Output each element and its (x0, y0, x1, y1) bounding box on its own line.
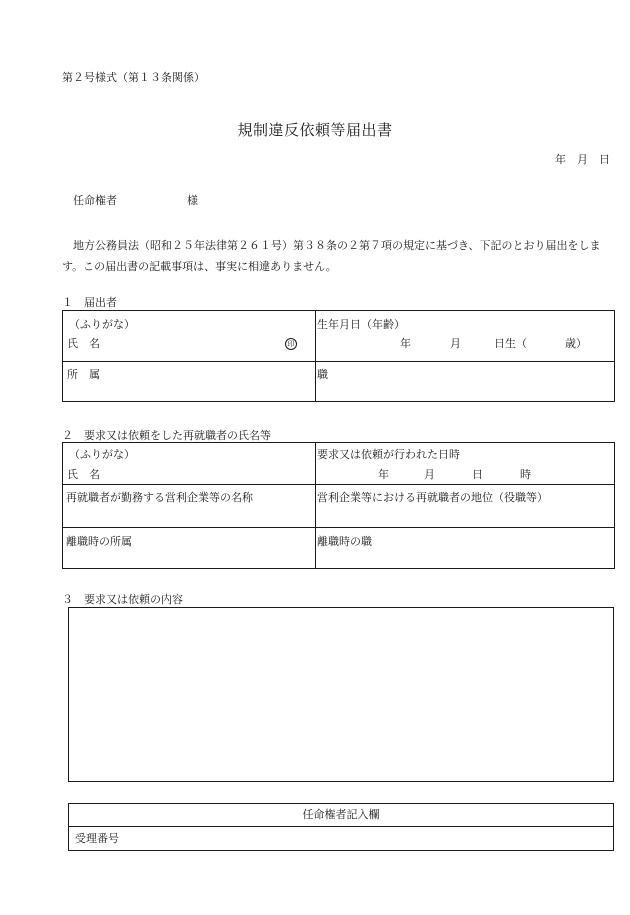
receipt-number-label: 受理番号 (75, 832, 119, 845)
receipt-number-field[interactable] (69, 827, 613, 851)
applicant-position-cell[interactable] (316, 362, 615, 402)
form-title: 規制違反依頼等届出書 (237, 121, 393, 139)
employer-position-cell[interactable] (316, 485, 615, 528)
dt-hour-label: 時 (520, 468, 531, 481)
request-datetime-cell[interactable] (316, 443, 615, 485)
dt-year-label: 年 (378, 468, 389, 481)
employer-name-cell[interactable] (63, 485, 316, 528)
applicant-affiliation-cell[interactable] (63, 362, 316, 402)
seal-mark-icon: 印 (285, 338, 297, 350)
age-label: 歳） (565, 337, 587, 350)
dt-month-label: 月 (424, 468, 435, 481)
addressee-label: 任命権者 (73, 194, 117, 207)
section2-title: ２ 要求又は依頼をした再就職者の氏名等 (62, 429, 271, 442)
request-datetime-label: 要求又は依頼が行われた日時 (317, 448, 460, 461)
reemployed-name-cell[interactable] (63, 443, 316, 485)
form-id: 第２号様式（第１３条関係） (62, 71, 205, 84)
former-affiliation-label: 離職時の所属 (66, 535, 132, 548)
addressee (73, 192, 198, 208)
birth-day-label: 日生（ (494, 337, 527, 350)
birthdate-label: 生年月日（年齢） (317, 318, 405, 331)
submission-date: 年 月 日 (555, 153, 610, 166)
birth-month-label: 月 (450, 337, 461, 350)
request-content-box[interactable] (68, 607, 614, 782)
birthdate-cell[interactable] (316, 311, 615, 362)
birth-year-label: 年 (400, 337, 411, 350)
former-position-cell[interactable] (316, 528, 615, 569)
declaration-text: 地方公務員法（昭和２５年法律第２６１号）第３８条の２第７項の規定に基づき、下記のとおり届出をします。この届出書の記載事項は、事実に相違ありません。 (62, 239, 601, 273)
employer-position-label: 営利企業等における再就職者の地位（役職等） (317, 491, 548, 504)
section1-title: １ 届出者 (62, 296, 117, 309)
reemployed-furigana-label: （ふりがな） (69, 448, 135, 461)
former-position-label: 離職時の職 (317, 535, 372, 548)
applicant-name-label: 氏 名 (67, 337, 100, 350)
affiliation-label: 所 属 (67, 368, 100, 381)
reemployed-name-label: 氏 名 (67, 468, 100, 481)
office-use-box (68, 803, 614, 851)
section1-table (62, 310, 615, 402)
applicant-furigana-label: （ふりがな） (69, 318, 135, 331)
applicant-name-cell[interactable] (63, 311, 316, 362)
position-label: 職 (317, 368, 328, 381)
addressee-honorific: 様 (187, 194, 198, 207)
section2-table (62, 442, 615, 569)
office-use-title: 任命権者記入欄 (69, 804, 613, 827)
employer-name-label: 再就職者が勤務する営利企業等の名称 (66, 491, 253, 504)
section3-title: ３ 要求又は依頼の内容 (62, 593, 183, 606)
dt-day-label: 日 (472, 468, 483, 481)
former-affiliation-cell[interactable] (63, 528, 316, 569)
